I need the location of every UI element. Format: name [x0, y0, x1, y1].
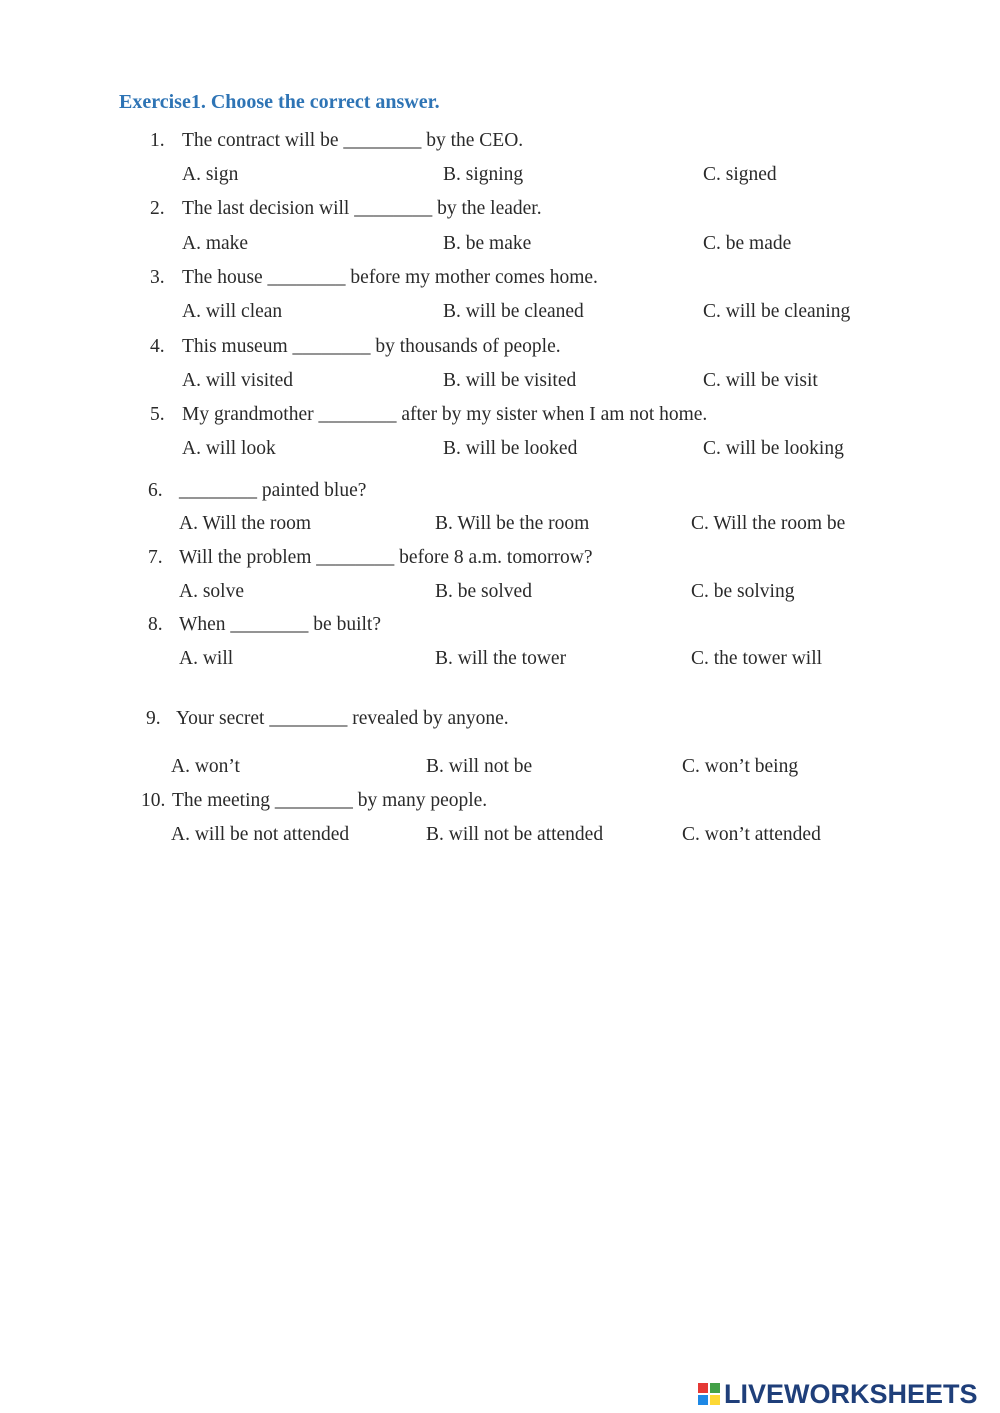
option-a[interactable]: A. will visited — [182, 370, 294, 391]
option-a[interactable]: A. make — [182, 233, 249, 254]
option-c[interactable]: C. be made — [703, 233, 792, 254]
option-a[interactable]: A. won’t — [171, 756, 240, 777]
question-5 — [150, 403, 707, 427]
option-c[interactable]: C. the tower will — [691, 648, 823, 669]
question-number: 6. — [148, 480, 163, 501]
question-number: 2. — [150, 198, 165, 219]
question-8 — [148, 613, 381, 637]
question-number: 8. — [148, 614, 163, 635]
option-c[interactable]: C. Will the room be — [691, 513, 846, 534]
question-2 — [150, 197, 542, 221]
option-b[interactable]: B. be solved — [435, 581, 532, 602]
question-number: 3. — [150, 267, 165, 288]
question-3 — [150, 266, 598, 290]
logo-square — [698, 1383, 708, 1393]
logo-text: LIVEWORKSHEETS — [724, 1378, 978, 1409]
logo-squares-icon — [698, 1383, 720, 1405]
option-c[interactable]: C. will be cleaning — [703, 301, 851, 322]
question-number: 5. — [150, 404, 165, 425]
option-a[interactable]: A. sign — [182, 164, 239, 185]
question-number: 10. — [141, 790, 166, 811]
question-text: My grandmother ________ after by my sister when I am not home. — [182, 404, 708, 425]
question-text: The meeting ________ by many people. — [172, 790, 488, 811]
question-text: The last decision will ________ by the leader. — [182, 198, 542, 219]
question-7 — [148, 546, 593, 570]
option-c[interactable]: C. be solving — [691, 581, 795, 602]
question-text: The contract will be ________ by the CEO. — [182, 130, 524, 151]
question-9 — [146, 707, 509, 731]
option-c[interactable]: C. won’t attended — [682, 824, 821, 845]
question-text: ________ painted blue? — [179, 480, 367, 501]
question-10 — [141, 789, 487, 813]
option-a[interactable]: A. Will the room — [179, 513, 312, 534]
question-6 — [148, 479, 366, 503]
question-number: 9. — [146, 708, 161, 729]
exercise-title: Exercise1. Choose the correct answer. — [119, 91, 440, 113]
option-b[interactable]: B. will be looked — [443, 438, 578, 459]
option-c[interactable]: C. signed — [703, 164, 777, 185]
logo-square — [698, 1395, 708, 1405]
option-b[interactable]: B. will be cleaned — [443, 301, 584, 322]
option-a[interactable]: A. solve — [179, 581, 244, 602]
question-number: 7. — [148, 547, 163, 568]
option-b[interactable]: B. will not be — [426, 756, 533, 777]
question-text: The house ________ before my mother comes home. — [182, 267, 598, 288]
option-b[interactable]: B. will be visited — [443, 370, 577, 391]
option-b[interactable]: B. Will be the room — [435, 513, 590, 534]
logo-square — [710, 1395, 720, 1405]
question-1 — [150, 129, 523, 153]
option-c[interactable]: C. won’t being — [682, 756, 799, 777]
option-a[interactable]: A. will clean — [182, 301, 283, 322]
question-text: Will the problem ________ before 8 a.m. tomorrow? — [179, 547, 593, 568]
option-b[interactable]: B. will the tower — [435, 648, 567, 669]
question-number: 1. — [150, 130, 165, 151]
question-text: This museum ________ by thousands of people. — [182, 336, 561, 357]
option-c[interactable]: C. will be looking — [703, 438, 844, 459]
question-text: When ________ be built? — [179, 614, 381, 635]
option-b[interactable]: B. will not be attended — [426, 824, 604, 845]
option-a[interactable]: A. will be not attended — [171, 824, 350, 845]
option-a[interactable]: A. will look — [182, 438, 276, 459]
question-number: 4. — [150, 336, 165, 357]
question-text: Your secret ________ revealed by anyone. — [176, 708, 509, 729]
liveworksheets-logo — [698, 1378, 978, 1410]
question-4 — [150, 335, 561, 359]
option-b[interactable]: B. signing — [443, 164, 524, 185]
option-b[interactable]: B. be make — [443, 233, 532, 254]
option-c[interactable]: C. will be visit — [703, 370, 818, 391]
logo-square — [710, 1383, 720, 1393]
option-a[interactable]: A. will — [179, 648, 234, 669]
